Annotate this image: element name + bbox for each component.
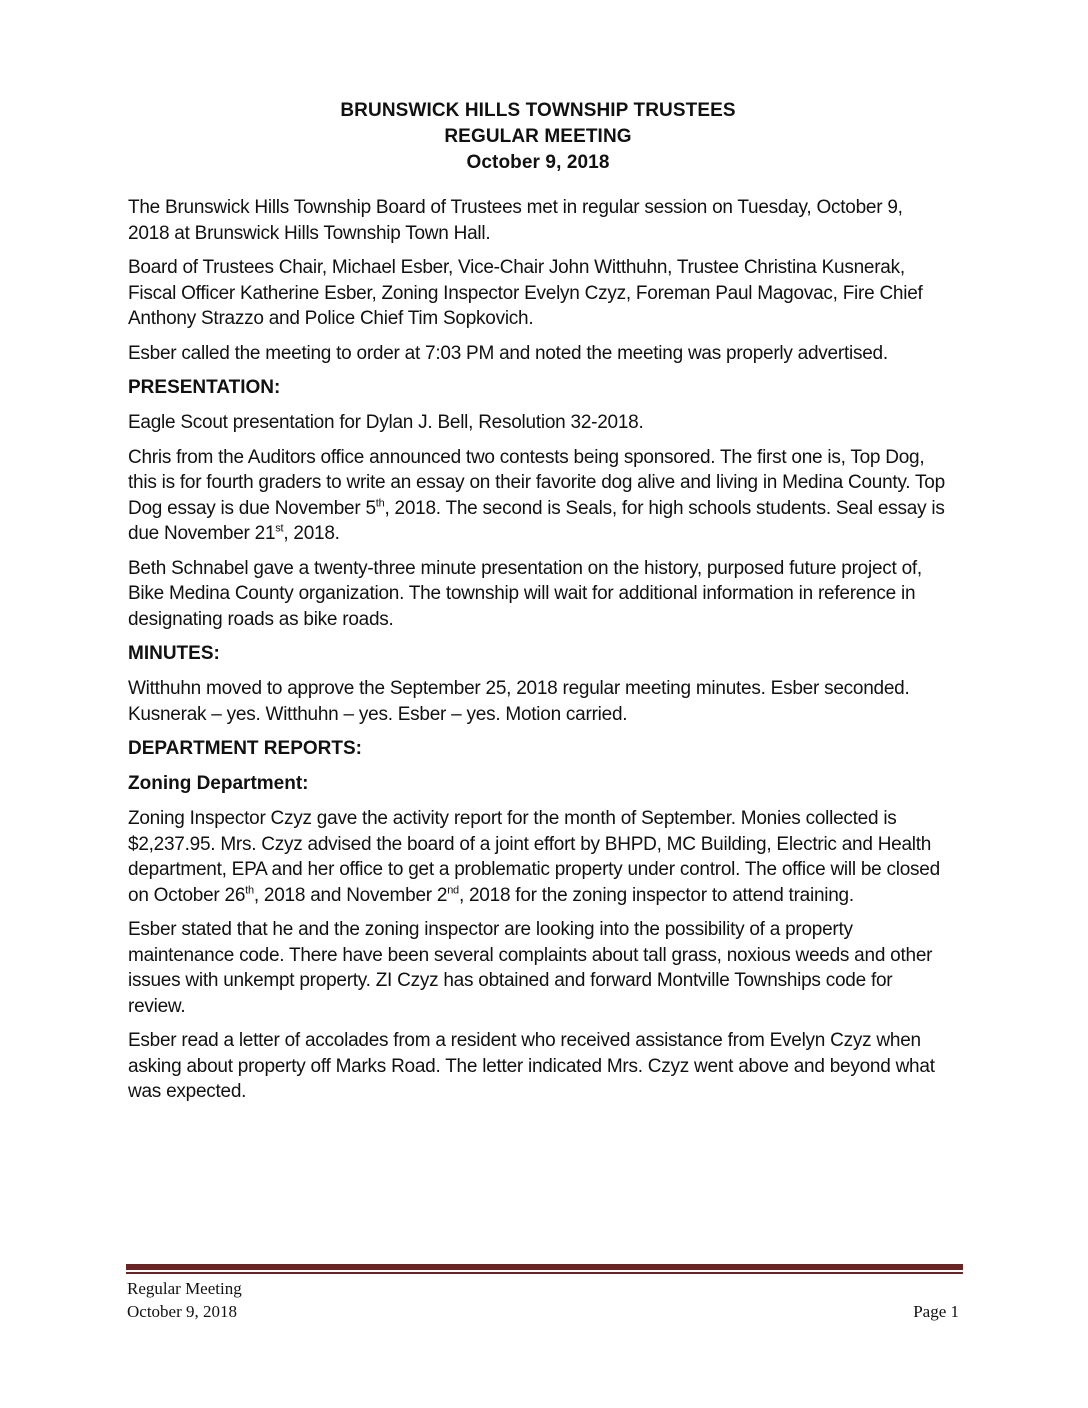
title-organization: BRUNSWICK HILLS TOWNSHIP TRUSTEES [340, 100, 736, 121]
ordinal-suffix: th [375, 497, 385, 510]
ordinal-suffix: th [245, 884, 254, 897]
minutes-heading: MINUTES: [128, 643, 220, 664]
intro-call-to-order-paragraph: Esber called the meeting to order at 7:03 PM and noted the meeting was properly advertised. [128, 342, 888, 364]
page-number: Page 1 [913, 1302, 959, 1321]
footer-divider [126, 1264, 963, 1275]
page-footer [127, 1277, 959, 1323]
presentation-eagle-scout-paragraph: Eagle Scout presentation for Dylan J. Bell, Resolution 32-2018. [128, 412, 644, 433]
zoning-activity-paragraph [128, 806, 948, 908]
zoning-accolades-paragraph: Esber read a letter of accolades from a resident who received assistance from Evelyn Czyz when asking about property off Marks Road. The letter indicated Mrs. Czyz went above and beyond what was expected. [128, 1030, 935, 1102]
zoning-text-c: , 2018 for the zoning inspector to attend training. [458, 884, 854, 906]
contests-text-c: , 2018. [283, 523, 340, 544]
intro-attendees-paragraph: Board of Trustees Chair, Michael Esber, Vice-Chair John Witthuhn, Trustee Christina Kusnerak, Fiscal Officer Katherine Esber, Zoning Inspector Evelyn Czyz, Foreman Paul Magovac, Fire Chief Anthony Strazzo and Police Chief Tim Sopkovich. [128, 257, 923, 329]
ordinal-suffix: nd [447, 884, 459, 897]
document-title [128, 98, 948, 176]
footer-meeting-type: Regular Meeting [127, 1279, 242, 1298]
contests-text-a: Chris from the Auditors office announced two contests being sponsored. The first one is, Top Dog, this is for fourth graders to write an essay on their favorite dog alive and living in Medina County. Top Dog essay is due November 5 [128, 446, 945, 519]
footer-divider-thick [126, 1264, 963, 1270]
ordinal-suffix: st [275, 522, 284, 535]
presentation-contests-paragraph [128, 445, 948, 547]
intro-session-paragraph: The Brunswick Hills Township Board of Trustees met in regular session on Tuesday, October 9, 2018 at Brunswick Hills Township Town Hall. [128, 197, 903, 244]
footer-meeting-info [127, 1277, 242, 1323]
contests-text-b: , 2018. The second is Seals, for high schools students. Seal essay is due November 21 [128, 497, 945, 544]
zoning-maintenance-code-paragraph: Esber stated that he and the zoning inspector are looking into the possibility of a property maintenance code. There have been several complaints about tall grass, noxious weeds and other issues with unkempt property. ZI Czyz has obtained and forward Montville Townships code for review. [128, 919, 933, 1017]
zoning-text-a: Zoning Inspector Czyz gave the activity report for the month of September. Monies collected is $2,237.95. Mrs. Czyz advised the board of a joint effort by BHPD, MC Building, Electric and Health department, EPA and her office to get a problematic property under control. The office will be closed on October 26 [128, 808, 940, 906]
zoning-text-b: , 2018 and November 2 [253, 884, 448, 906]
document-body [128, 98, 948, 1114]
title-meeting-type: REGULAR MEETING [444, 126, 632, 147]
department-reports-heading: DEPARTMENT REPORTS: [128, 738, 362, 759]
footer-divider-thin [126, 1272, 963, 1274]
footer-meeting-date: October 9, 2018 [127, 1302, 238, 1321]
zoning-department-heading: Zoning Department: [128, 773, 309, 794]
presentation-heading: PRESENTATION: [128, 377, 281, 398]
presentation-bike-medina-paragraph: Beth Schnabel gave a twenty-three minute presentation on the history, purposed future project of, Bike Medina County organization. The township will wait for additional information in reference in designating roads as bike roads. [128, 557, 922, 630]
minutes-motion-paragraph: Witthuhn moved to approve the September 25, 2018 regular meeting minutes. Esber seconded. Kusnerak – yes. Witthuhn – yes. Esber – yes. Motion carried. [128, 678, 910, 725]
title-date: October 9, 2018 [466, 152, 610, 173]
